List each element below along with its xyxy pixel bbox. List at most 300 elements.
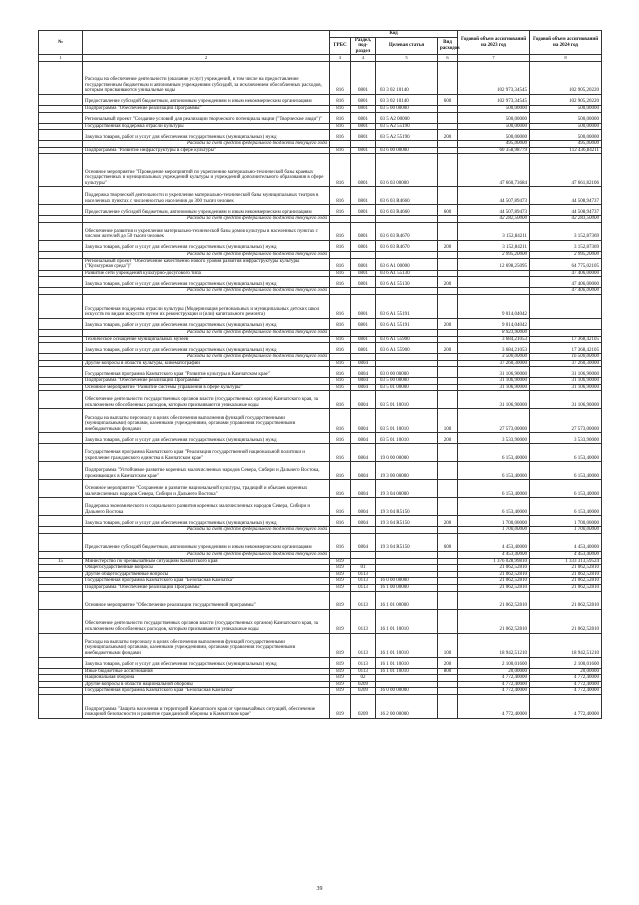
row-name-cell: Техническое оснащение муниципальных музеев [83, 336, 330, 343]
table-row [39, 94, 602, 105]
row-grbs-cell [330, 527, 351, 534]
row-razdel-cell: 0801 [351, 205, 376, 216]
row-celevaya-cell: 16 1 01 10010 [376, 633, 438, 657]
row-celevaya-cell: 03 6 03 R4670 [376, 222, 438, 240]
row-grbs-cell: 816 [330, 462, 351, 480]
row-grbs-cell: 816 [330, 112, 351, 123]
row-vol2023-cell: 21 062,52810 [458, 585, 530, 592]
row-celevaya-cell [376, 558, 438, 565]
col-number: 3 [330, 55, 351, 62]
header-no: № [39, 31, 83, 55]
header-vid: Вид расходов [438, 37, 458, 55]
row-grbs-cell: 819 [330, 565, 351, 572]
row-celevaya-cell [376, 675, 438, 682]
row-vol2024-cell [530, 294, 602, 318]
row-vol2024-cell: 1 333 313,59524 [530, 558, 602, 565]
row-razdel-cell [351, 288, 376, 295]
row-grbs-cell [330, 141, 351, 148]
row-celevaya-cell: 03 6 A1 55130 [376, 277, 438, 288]
row-name-cell: Закупка товаров, работ и услуг для обеспечения государственных (муниципальных) нужд [83, 277, 330, 288]
table-row [39, 668, 602, 675]
table-body [39, 61, 602, 718]
row-grbs-cell: 816 [330, 240, 351, 251]
row-vid-cell [438, 187, 458, 205]
row-number-cell [39, 384, 83, 391]
row-razdel-cell: 0113 [351, 571, 376, 578]
row-vid-cell [438, 360, 458, 367]
row-vol2024-cell: 4 772,40000 [530, 681, 602, 688]
row-vol2023-cell: 31 106,90000 [458, 378, 530, 385]
row-number-cell [39, 462, 83, 480]
table-row [39, 516, 602, 527]
row-name-cell: Расходы на выплаты персоналу в целях обеспечения выполнения функций государственными (муниципальными) органами, казенными учреждениями, органами управления государственными внебюджетными фондами [83, 409, 330, 433]
row-name-cell: Основное мероприятие "Обеспечение реализации государственной программы" [83, 591, 330, 609]
row-razdel-cell: 0804 [351, 498, 376, 516]
row-name-cell: Обеспечение деятельности государственных органов власти (государственных органов) Камчатского края, за исключением обособленных расходов, которым присваиваются уникальные коды [83, 609, 330, 633]
row-vol2023-cell: 9 014,04042 [458, 318, 530, 329]
row-vol2024-cell: 17 368,42105 [530, 343, 602, 354]
row-vol2024-cell: 102 905,20220 [530, 94, 602, 105]
row-grbs-cell: 816 [330, 187, 351, 205]
row-vol2023-cell: 12 698,25095 [458, 258, 530, 270]
row-name-cell: Другие общегосударственные вопросы [83, 571, 330, 578]
row-celevaya-cell: 03 6 03 R4660 [376, 187, 438, 205]
row-celevaya-cell: 03 5 01 10010 [376, 433, 438, 444]
row-number-cell [39, 609, 83, 633]
header-code-group: Код [330, 31, 458, 38]
row-vol2023-cell: 8 923,90000 [458, 329, 530, 336]
row-razdel-cell: 0804 [351, 409, 376, 433]
row-vol2023-cell: 3 684,21053 [458, 343, 530, 354]
row-grbs-cell: 819 [330, 681, 351, 688]
row-vol2023-cell: 31 106,90000 [458, 367, 530, 378]
row-number-cell [39, 94, 83, 105]
table-row [39, 336, 602, 343]
row-vol2024-cell: 16 500,00000 [530, 354, 602, 361]
col-number: 1 [39, 55, 83, 62]
row-number-cell [39, 444, 83, 462]
row-grbs-cell: 816 [330, 105, 351, 112]
row-vol2024-cell: 21 062,52810 [530, 571, 602, 578]
table-row [39, 480, 602, 498]
row-vid-cell [438, 378, 458, 385]
row-grbs-cell: 816 [330, 318, 351, 329]
row-razdel-cell [351, 354, 376, 361]
row-vid-cell [438, 480, 458, 498]
row-vol2024-cell: 44 508,94737 [530, 205, 602, 216]
row-celevaya-cell: 03 3 02 10140 [376, 61, 438, 94]
row-celevaya-cell: 16 0 00 00000 [376, 578, 438, 585]
row-vol2024-cell: 3 533,90000 [530, 433, 602, 444]
row-razdel-cell: 0801 [351, 294, 376, 318]
row-razdel-cell: 0801 [351, 105, 376, 112]
row-celevaya-cell: 03 5 01 00000 [376, 384, 438, 391]
row-name-cell: Обеспечение развития и укрепления материально-технической базы домов культуры в населенных пунктах с числом жителей до 50 тысяч человек [83, 222, 330, 240]
table-row [39, 378, 602, 385]
row-name-cell: Государственная программа Камчатского края "Развитие культуры в Камчатском крае" [83, 367, 330, 378]
row-vid-cell [438, 558, 458, 565]
row-grbs-cell: 816 [330, 130, 351, 141]
row-razdel-cell [351, 216, 376, 223]
row-vol2023-cell: 21 062,52810 [458, 578, 530, 585]
row-name-cell: Закупка товаров, работ и услуг для обеспечения государственных (муниципальных) нужд [83, 130, 330, 141]
row-celevaya-cell: 03 6 A1 55191 [376, 318, 438, 329]
row-number-cell [39, 498, 83, 516]
row-vol2023-cell: 21 062,52810 [458, 591, 530, 609]
row-name-cell: Министерство по чрезвычайным ситуациям Камчатского края [83, 558, 330, 565]
row-grbs-cell: 816 [330, 516, 351, 527]
row-celevaya-cell: 16 1 01 10010 [376, 657, 438, 668]
row-number-cell: 15 [39, 558, 83, 565]
row-celevaya-cell: 03 5 01 10010 [376, 409, 438, 433]
row-grbs-cell: 819 [330, 609, 351, 633]
row-number-cell [39, 251, 83, 258]
row-name-cell: Расходы за счет средств федерального бюджета текущего года [83, 288, 330, 295]
row-number-cell [39, 336, 83, 343]
row-name-cell: Государственная поддержка отрасли культуры (Модернизация региональных и муниципальных детских школ искусств по видам искусств путем их реконструкции и (или) капитального ремонта) [83, 294, 330, 318]
row-celevaya-cell: 03 5 A2 00000 [376, 112, 438, 123]
row-razdel-cell: 0804 [351, 444, 376, 462]
row-grbs-cell: 816 [330, 367, 351, 378]
table-row [39, 147, 602, 154]
row-name-cell: Расходы за счет средств федерального бюджета текущего года [83, 329, 330, 336]
row-vol2024-cell: 31 106,90000 [530, 384, 602, 391]
row-name-cell: Подпрограмма "Развитие инфраструктуры в сфере культуры" [83, 147, 330, 154]
row-vol2023-cell: 102 973,34545 [458, 94, 530, 105]
row-vol2024-cell: 495,00000 [530, 141, 602, 148]
row-celevaya-cell [376, 565, 438, 572]
table-subrow-federal [39, 216, 602, 223]
table-row [39, 343, 602, 354]
row-name-cell: Закупка товаров, работ и услуг для обеспечения государственных (муниципальных) нужд [83, 433, 330, 444]
row-name-cell: Закупка товаров, работ и услуг для обеспечения государственных (муниципальных) нужд [83, 657, 330, 668]
row-razdel-cell: 0113 [351, 609, 376, 633]
row-vol2023-cell: 6 153,40000 [458, 444, 530, 462]
row-celevaya-cell: 03 5 A2 55190 [376, 123, 438, 130]
row-razdel-cell: 0801 [351, 61, 376, 94]
row-name-cell: Предоставление субсидий бюджетным, автономным учреждениям и иным некоммерческим организациям [83, 94, 330, 105]
row-razdel-cell: 0804 [351, 360, 376, 367]
header-grbs: ГРБС [330, 37, 351, 55]
row-vol2023-cell: 37 260,30000 [458, 360, 530, 367]
row-grbs-cell [330, 288, 351, 295]
table-row [39, 367, 602, 378]
row-vid-cell: 200 [438, 130, 458, 141]
row-razdel-cell: 0804 [351, 391, 376, 409]
row-number-cell [39, 657, 83, 668]
row-vol2023-cell: 42 282,50000 [458, 216, 530, 223]
row-vol2023-cell: 102 973,34545 [458, 61, 530, 94]
row-grbs-cell: 819 [330, 688, 351, 695]
row-vol2023-cell: 9 014,04042 [458, 294, 530, 318]
table-subrow-federal [39, 288, 602, 295]
row-number-cell [39, 565, 83, 572]
row-vol2023-cell: 3 533,90000 [458, 433, 530, 444]
row-name-cell: Расходы за счет средств федерального бюджета текущего года [83, 141, 330, 148]
row-vol2024-cell: 6 153,40000 [530, 462, 602, 480]
row-grbs-cell: 816 [330, 433, 351, 444]
row-name-cell: Расходы за счет средств федерального бюджета текущего года [83, 552, 330, 559]
row-celevaya-cell [376, 288, 438, 295]
col-number: 5 [376, 55, 438, 62]
row-number-cell [39, 154, 83, 187]
row-razdel-cell: 0804 [351, 516, 376, 527]
table-row [39, 695, 602, 719]
row-razdel-cell [351, 329, 376, 336]
row-razdel-cell: 0113 [351, 591, 376, 609]
table-row [39, 123, 602, 130]
row-razdel-cell [351, 527, 376, 534]
row-vid-cell [438, 270, 458, 277]
row-vid-cell [438, 141, 458, 148]
row-celevaya-cell: 03 6 03 R4660 [376, 205, 438, 216]
row-celevaya-cell: 16 1 01 10010 [376, 668, 438, 675]
row-number-cell [39, 591, 83, 609]
row-vol2023-cell: 500,00000 [458, 105, 530, 112]
row-vol2024-cell: 102 905,20220 [530, 61, 602, 94]
row-vol2023-cell: 1 700,00000 [458, 516, 530, 527]
row-number-cell [39, 294, 83, 318]
row-vol2024-cell: 500,00000 [530, 112, 602, 123]
row-name-cell: Региональный проект "Обеспечение качественно нового уровня развития инфраструктуры культуры ("Культурная среда")" [83, 258, 330, 270]
row-celevaya-cell: 03 5 00 00000 [376, 105, 438, 112]
table-subrow-federal [39, 527, 602, 534]
row-name-cell: Закупка товаров, работ и услуг для обеспечения государственных (муниципальных) нужд [83, 318, 330, 329]
row-vid-cell [438, 147, 458, 154]
row-vol2023-cell: 60 358,98779 [458, 147, 530, 154]
table-row [39, 558, 602, 565]
row-razdel-cell: 0804 [351, 534, 376, 552]
row-vol2023-cell: 4 772,40000 [458, 695, 530, 719]
row-vol2023-cell: 4 453,40000 [458, 552, 530, 559]
table-row [39, 205, 602, 216]
row-vol2024-cell: 500,00000 [530, 130, 602, 141]
row-vol2024-cell: 1 700,00000 [530, 516, 602, 527]
row-name-cell: Государственная программа Камчатского края "Безопасная Камчатка" [83, 578, 330, 585]
row-razdel-cell: 0209 [351, 695, 376, 719]
table-row [39, 130, 602, 141]
row-razdel-cell: 0113 [351, 585, 376, 592]
row-vid-cell [438, 294, 458, 318]
row-number-cell [39, 258, 83, 270]
row-celevaya-cell: 19 3 04 R5150 [376, 534, 438, 552]
row-grbs-cell: 816 [330, 258, 351, 270]
row-grbs-cell [330, 329, 351, 336]
row-name-cell: Региональный проект "Создание условий для реализации творческого потенциала нации ("Творческие люди")" [83, 112, 330, 123]
table-row [39, 409, 602, 433]
row-vol2024-cell: 21 062,52810 [530, 565, 602, 572]
row-vol2023-cell: 3 152,84211 [458, 222, 530, 240]
row-number-cell [39, 633, 83, 657]
row-grbs-cell: 819 [330, 558, 351, 565]
row-vol2023-cell [458, 277, 530, 288]
table-row [39, 360, 602, 367]
table-row [39, 444, 602, 462]
row-vol2024-cell: 47 406,00000 [530, 288, 602, 295]
row-vol2024-cell: 27 573,00000 [530, 409, 602, 433]
row-vid-cell [438, 367, 458, 378]
table-row [39, 657, 602, 668]
row-vol2023-cell: 44 507,89473 [458, 187, 530, 205]
table-row [39, 498, 602, 516]
table-row [39, 105, 602, 112]
header-vol2024: Годовой объем ассигнований на 2024 год [530, 31, 602, 55]
row-vol2023-cell [458, 270, 530, 277]
row-vol2024-cell: 21 062,52810 [530, 591, 602, 609]
row-razdel-cell: 0804 [351, 384, 376, 391]
row-vid-cell [438, 444, 458, 462]
row-name-cell: Расходы за счет средств федерального бюджета текущего года [83, 354, 330, 361]
row-name-cell: Закупка товаров, работ и услуг для обеспечения государственных (муниципальных) нужд [83, 516, 330, 527]
row-vid-cell [438, 695, 458, 719]
row-razdel-cell: 0801 [351, 222, 376, 240]
row-vol2023-cell: 31 106,90000 [458, 391, 530, 409]
table-row [39, 391, 602, 409]
row-razdel-cell: 0801 [351, 240, 376, 251]
row-name-cell: Расходы за счет средств федерального бюджета текущего года [83, 251, 330, 258]
header-vol2023: Годовой объем ассигнований на 2023 год [458, 31, 530, 55]
table-row [39, 688, 602, 695]
row-vid-cell: 200 [438, 343, 458, 354]
row-vid-cell [438, 527, 458, 534]
col-number: 8 [530, 55, 602, 62]
budget-table [38, 30, 602, 719]
row-vol2023-cell: 47 660,73684 [458, 154, 530, 187]
row-grbs-cell: 816 [330, 378, 351, 385]
table-row [39, 571, 602, 578]
row-name-cell: Расходы за счет средств федерального бюджета текущего года [83, 527, 330, 534]
col-number: 6 [438, 55, 458, 62]
row-celevaya-cell [376, 527, 438, 534]
row-vol2023-cell: 500,00000 [458, 130, 530, 141]
row-vid-cell [438, 498, 458, 516]
row-number-cell [39, 61, 83, 94]
row-grbs-cell: 816 [330, 205, 351, 216]
row-celevaya-cell: 19 3 04 R5150 [376, 516, 438, 527]
row-vid-cell [438, 609, 458, 633]
row-razdel-cell: 0801 [351, 336, 376, 343]
row-vol2023-cell: 4 772,40000 [458, 675, 530, 682]
row-number-cell [39, 552, 83, 559]
row-razdel-cell [351, 558, 376, 565]
page-number: 39 [316, 886, 323, 892]
row-vid-cell: 100 [438, 633, 458, 657]
row-celevaya-cell: 19 3 00 00000 [376, 462, 438, 480]
row-celevaya-cell [376, 552, 438, 559]
row-vol2024-cell: 2 995,20000 [530, 251, 602, 258]
row-vol2023-cell: 1 376 028,99810 [458, 558, 530, 565]
row-vid-cell [438, 216, 458, 223]
row-vol2024-cell: 64 775,02105 [530, 258, 602, 270]
row-grbs-cell: 819 [330, 591, 351, 609]
row-vol2023-cell: 3 500,00000 [458, 354, 530, 361]
table-row [39, 578, 602, 585]
row-grbs-cell: 816 [330, 222, 351, 240]
row-celevaya-cell [376, 360, 438, 367]
row-grbs-cell: 816 [330, 480, 351, 498]
row-name-cell: Государственная поддержка отрасли культуры [83, 123, 330, 130]
row-number-cell [39, 360, 83, 367]
row-vol2023-cell: 21 062,52810 [458, 609, 530, 633]
row-vol2023-cell [458, 288, 530, 295]
table-row [39, 240, 602, 251]
row-number-cell [39, 288, 83, 295]
row-razdel-cell: 01 [351, 565, 376, 572]
row-vol2024-cell [530, 318, 602, 329]
row-celevaya-cell: 03 0 00 00000 [376, 367, 438, 378]
row-celevaya-cell: 03 5 A2 55190 [376, 130, 438, 141]
table-subrow-federal [39, 552, 602, 559]
row-vol2024-cell [530, 329, 602, 336]
row-name-cell: Общегосударственные вопросы [83, 565, 330, 572]
row-vol2024-cell: 47 406,00000 [530, 277, 602, 288]
table-subrow-federal [39, 329, 602, 336]
row-name-cell: Основное мероприятие "Сохранение и развитие национальной культуры, традиций и обычаев коренных малочисленных народов Севера, Сибири и Дальнего Востока" [83, 480, 330, 498]
row-vid-cell [438, 105, 458, 112]
row-vol2023-cell: 31 106,90000 [458, 384, 530, 391]
row-vid-cell [438, 123, 458, 130]
row-vol2023-cell: 18 942,51210 [458, 633, 530, 657]
row-celevaya-cell [376, 681, 438, 688]
row-number-cell [39, 187, 83, 205]
row-vol2023-cell: 6 153,40000 [458, 498, 530, 516]
row-vol2024-cell: 37 260,30000 [530, 360, 602, 367]
row-grbs-cell: 816 [330, 384, 351, 391]
row-grbs-cell: 819 [330, 675, 351, 682]
row-celevaya-cell: 16 0 00 00000 [376, 688, 438, 695]
row-razdel-cell: 0801 [351, 270, 376, 277]
row-razdel-cell: 0804 [351, 378, 376, 385]
row-razdel-cell: 0804 [351, 480, 376, 498]
row-grbs-cell: 816 [330, 294, 351, 318]
row-number-cell [39, 130, 83, 141]
row-vid-cell: 100 [438, 409, 458, 433]
row-vid-cell: 600 [438, 205, 458, 216]
row-vol2024-cell: 112 436,84211 [530, 147, 602, 154]
table-row [39, 61, 602, 94]
row-vid-cell [438, 154, 458, 187]
row-vol2024-cell: 47 406,00000 [530, 270, 602, 277]
row-vol2023-cell: 20,00000 [458, 668, 530, 675]
row-celevaya-cell [376, 571, 438, 578]
row-vid-cell: 200 [438, 240, 458, 251]
header-razdel: Раздел, под-раздел [351, 37, 376, 55]
row-number-cell [39, 688, 83, 695]
row-celevaya-cell: 03 5 01 10010 [376, 391, 438, 409]
table-row [39, 633, 602, 657]
row-number-cell [39, 480, 83, 498]
row-razdel-cell: 02 [351, 675, 376, 682]
row-name-cell: Подпрограмма "Устойчивое развитие коренных малочисленных народов Севера, Сибири и Дальнего Востока, проживающих в Камчатском крае" [83, 462, 330, 480]
row-name-cell: Основное мероприятие "Проведение мероприятий по укреплению материально-технической базы краевых государственных и муниципальных учреждений культуры и учреждений дополнительного образования в сфере культуры" [83, 154, 330, 187]
row-celevaya-cell: 16 2 00 00000 [376, 695, 438, 719]
row-vol2023-cell: 2 995,20000 [458, 251, 530, 258]
row-grbs-cell: 816 [330, 123, 351, 130]
row-razdel-cell: 0804 [351, 462, 376, 480]
row-grbs-cell: 816 [330, 534, 351, 552]
row-razdel-cell: 0801 [351, 258, 376, 270]
row-grbs-cell: 816 [330, 154, 351, 187]
row-vol2023-cell: 3 152,84211 [458, 240, 530, 251]
column-number-row [39, 55, 602, 62]
row-celevaya-cell: 19 3 04 00000 [376, 480, 438, 498]
row-vid-cell [438, 571, 458, 578]
row-number-cell [39, 695, 83, 719]
row-number-cell [39, 433, 83, 444]
row-vid-cell: 200 [438, 277, 458, 288]
row-celevaya-cell: 03 6 A1 55130 [376, 270, 438, 277]
row-number-cell [39, 343, 83, 354]
